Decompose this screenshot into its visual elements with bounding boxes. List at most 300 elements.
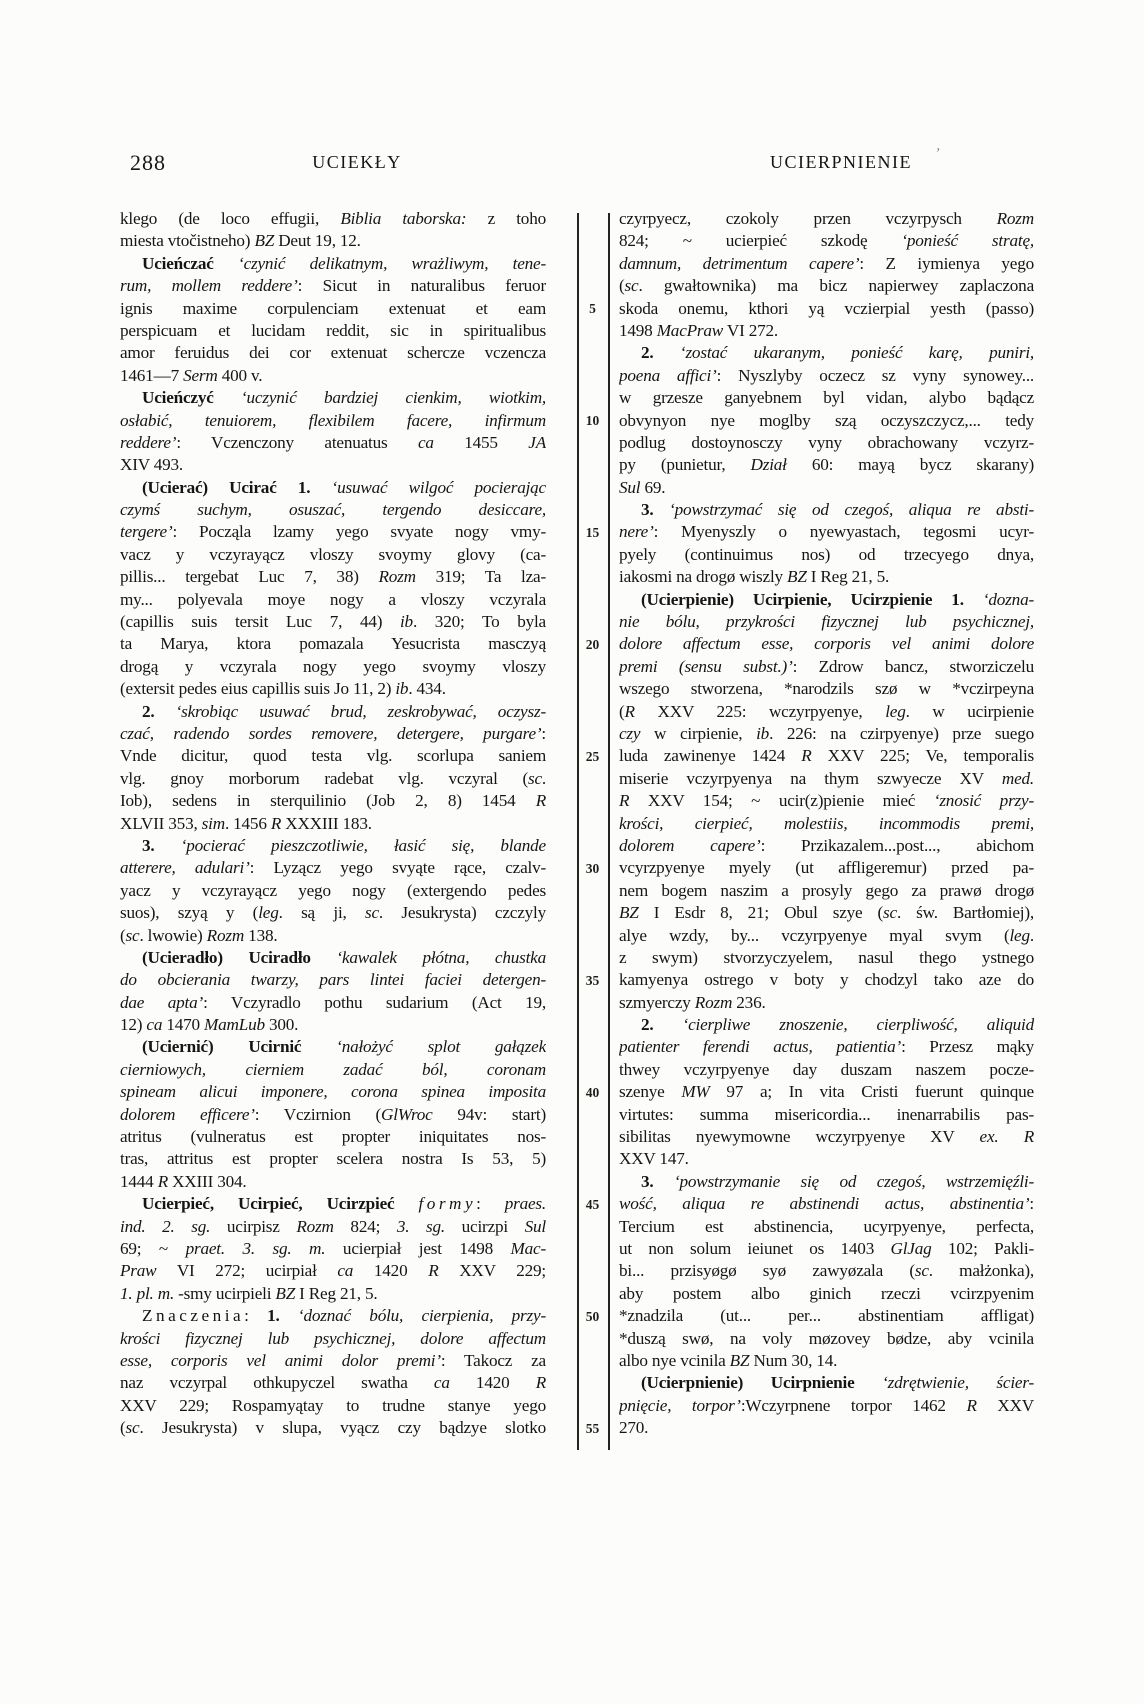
text-segment: dae apta’ xyxy=(120,992,204,1012)
text-segment: krości, cierpieć, molestiis, incommodis premi, xyxy=(619,813,1034,833)
text-segment: ‘powstrzymanie się od czegoś, wstrzemięźli- xyxy=(673,1171,1034,1191)
text-segment: sc xyxy=(125,1418,140,1438)
text-line xyxy=(619,1328,1034,1350)
text-line xyxy=(120,298,546,320)
text-segment: w cirpienie, xyxy=(640,723,757,743)
text-segment: I Reg 21, 5. xyxy=(295,1283,378,1303)
text-segment: sim xyxy=(201,813,225,833)
text-line xyxy=(619,1081,1034,1103)
text-segment: . małżonka), xyxy=(928,1261,1034,1281)
text-line xyxy=(619,1260,1034,1282)
text-line xyxy=(619,1216,1034,1238)
text-segment: XXV xyxy=(976,1395,1034,1415)
text-segment: premi (sensu subst.)’ xyxy=(619,656,793,676)
text-segment: ‘pocierać pieszczotliwie, łasić się, blande xyxy=(180,835,546,855)
text-line xyxy=(120,1216,546,1238)
text-line xyxy=(619,1395,1034,1417)
text-segment: . św. Bartłomiej), xyxy=(896,903,1034,923)
text-segment: R xyxy=(535,1373,546,1393)
text-segment: (Uciernić) Ucirnić xyxy=(142,1037,337,1057)
text-segment: : Z iymienya yego xyxy=(859,253,1034,273)
gutter-line-number: 50 xyxy=(585,1308,600,1324)
text-line xyxy=(120,1417,546,1439)
text-line xyxy=(619,1148,1034,1170)
text-segment: pyely (continuimus nos) od trzecyego dnya, xyxy=(619,544,1034,564)
text-segment: czać, radendo sordes removere, detergere, purgare’ xyxy=(120,723,542,743)
text-segment: XXV 147. xyxy=(619,1149,689,1169)
text-segment: podlug dostoynosczy vyny obrachowany vczyrz- xyxy=(619,432,1034,452)
text-segment: . Jesukrysta) v slupa, vyącz czy bądzye slotko xyxy=(139,1418,546,1438)
text-segment: MamLub xyxy=(204,1015,265,1035)
text-line xyxy=(619,320,1034,342)
text-line xyxy=(120,1238,546,1260)
text-line xyxy=(619,275,1034,297)
text-segment: ( xyxy=(619,276,625,296)
text-segment: Sul xyxy=(619,477,641,497)
text-segment: 3. sg. xyxy=(396,1216,445,1236)
text-segment: Ucierpieć, Ucirpieć, Ucirzpieć xyxy=(142,1194,419,1214)
text-segment: VI 272; ucirpiał xyxy=(156,1261,338,1281)
text-segment: ind. 2. sg. xyxy=(120,1216,211,1236)
text-line xyxy=(619,678,1034,700)
text-segment: 2. xyxy=(142,701,176,721)
text-segment: ‘nałożyć splot gałązek xyxy=(336,1037,546,1057)
scan-artifact: ’ xyxy=(933,145,942,163)
text-segment: iakosmi na drogø wiszly xyxy=(619,567,788,587)
text-segment: BZ xyxy=(275,1283,296,1303)
text-segment: JA xyxy=(528,432,546,452)
text-line xyxy=(120,969,546,991)
text-segment: alye wzdy, by... vczyrpyenye myal svym ( xyxy=(619,925,1010,945)
text-segment: sc xyxy=(914,1261,929,1281)
text-segment: sc xyxy=(624,276,639,296)
text-segment: sc xyxy=(527,768,542,788)
text-line xyxy=(120,454,546,476)
gutter-line-number: 15 xyxy=(585,524,600,540)
text-line xyxy=(619,656,1034,678)
text-segment: leg xyxy=(1009,925,1030,945)
text-line xyxy=(619,387,1034,409)
text-segment: ex. R xyxy=(979,1127,1034,1147)
text-line xyxy=(120,275,546,297)
text-segment: ‘powstrzymać się od czegoś, aliqua re absti- xyxy=(669,500,1034,520)
text-segment: 3. xyxy=(142,835,181,855)
text-line xyxy=(120,320,546,342)
text-segment: sc xyxy=(125,925,140,945)
running-head-right: UCIERPNIENIE xyxy=(770,152,912,172)
text-segment: . xyxy=(1029,925,1034,945)
text-segment: ‘zostać ukaranym, ponieść karę, puniri, xyxy=(679,343,1034,363)
text-segment: ‘dozna- xyxy=(982,589,1034,609)
text-line xyxy=(120,656,546,678)
text-segment: atterere, adulari’ xyxy=(120,858,250,878)
text-line xyxy=(120,1305,546,1327)
text-segment: ucirpisz xyxy=(210,1216,297,1236)
text-line xyxy=(120,230,546,252)
gutter-line-number: 40 xyxy=(585,1084,600,1100)
text-segment: (extersit pedes eius capillis suis Jo 11, 2) xyxy=(120,679,396,699)
text-segment: XXV 225: wczyrpyenye, xyxy=(634,701,886,721)
text-segment: med. xyxy=(1001,768,1034,788)
text-line xyxy=(120,410,546,432)
text-segment: Znaczenia xyxy=(142,1306,245,1326)
text-segment: my... polyevala moye nogy a vloszy vczyrala xyxy=(120,589,546,609)
text-segment: 400 v. xyxy=(217,365,263,385)
gutter-line-number: 25 xyxy=(585,748,600,764)
gutter-line-number: 35 xyxy=(585,972,600,988)
text-segment: R xyxy=(624,701,635,721)
text-segment: : Vczirnion ( xyxy=(254,1104,381,1124)
text-line xyxy=(120,1193,546,1215)
text-segment: ca xyxy=(417,432,434,452)
text-segment: 138. xyxy=(244,925,278,945)
text-line xyxy=(120,880,546,902)
text-segment: dolore affectum esse, corporis vel animi dolore xyxy=(619,634,1034,654)
text-line xyxy=(120,1283,546,1305)
text-segment: ib xyxy=(399,612,413,632)
text-segment: 2. xyxy=(641,343,680,363)
text-segment: GlWroc xyxy=(380,1104,433,1124)
text-segment: nem bogem naszim a prosyly gego za prawø drogø xyxy=(619,880,1034,900)
text-segment: 270. xyxy=(619,1418,649,1438)
text-segment: Vnde dicitur, quod testa vlg. scorlupa saniem xyxy=(120,746,546,766)
text-segment: : Nyszlyby oczecz sz vyny synowey... xyxy=(716,365,1034,385)
text-segment: Sul xyxy=(524,1216,546,1236)
text-line xyxy=(619,230,1034,252)
text-segment: ‘znosić przy- xyxy=(933,791,1034,811)
text-segment: tergere’ xyxy=(120,522,173,542)
text-line xyxy=(120,701,546,723)
text-line xyxy=(120,1372,546,1394)
text-segment: XXV 229; xyxy=(438,1261,546,1281)
text-segment: (capillis suis tersit Luc 7, 44) xyxy=(120,612,400,632)
text-line xyxy=(619,902,1034,924)
text-line xyxy=(120,835,546,857)
text-line xyxy=(120,1395,546,1417)
text-segment: Iob), sedens in sterquilinio (Job 2, 8) 1454 xyxy=(120,791,536,811)
text-line xyxy=(619,1036,1034,1058)
text-segment: naz vczyrpal othkupyczel swatha xyxy=(120,1373,434,1393)
text-line xyxy=(619,521,1034,543)
text-segment: vacz y vczyrayącz vloszy svoymy glovy (ca- xyxy=(120,544,546,564)
text-segment: ut non solum ieiunet os 1403 xyxy=(619,1238,891,1258)
text-line xyxy=(619,477,1034,499)
text-segment: leg xyxy=(258,903,279,923)
text-line xyxy=(120,1171,546,1193)
text-line xyxy=(120,992,546,1014)
text-segment: 1470 xyxy=(162,1015,205,1035)
text-segment: XXV 154; ~ ucir(z)pienie mieć xyxy=(629,791,934,811)
text-segment: krości fizycznej lub psychicznej, dolore affectum xyxy=(120,1328,546,1348)
text-segment: 824; xyxy=(333,1216,397,1236)
text-segment: ta Marya, ktora pomazala Yesucrista masczyą xyxy=(120,634,546,654)
text-line xyxy=(120,387,546,409)
text-segment: ( xyxy=(120,1418,126,1438)
text-segment: damnum, detrimentum capere’ xyxy=(619,253,860,273)
text-segment: czymś suchym, osuszać, tergendo desiccare, xyxy=(120,500,546,520)
running-head-left: UCIEKŁY xyxy=(312,152,402,172)
text-segment: : Vczenczony atenuatus xyxy=(176,432,418,452)
text-segment: XXXIII 183. xyxy=(281,813,372,833)
text-line xyxy=(619,969,1034,991)
text-segment: Ucieńczyć xyxy=(142,388,242,408)
text-segment: sc xyxy=(365,903,379,923)
text-segment: . są ji, xyxy=(278,903,365,923)
text-segment: Biblia taborska: xyxy=(340,209,467,228)
text-segment: dolorem capere’ xyxy=(619,835,761,855)
text-segment: Num 30, 14. xyxy=(749,1350,838,1370)
text-segment: ( xyxy=(120,925,126,945)
text-line xyxy=(120,1328,546,1350)
text-segment: Rozm xyxy=(378,567,416,587)
text-line xyxy=(619,1350,1034,1372)
text-segment: 3. xyxy=(641,1171,674,1191)
text-segment: . 320; To byla xyxy=(412,612,546,632)
text-line xyxy=(120,745,546,767)
text-segment: ca xyxy=(433,1373,450,1393)
text-segment: w grzesze ganyebnem byl vidan, alybo bądącz xyxy=(619,388,1034,408)
text-segment: sibilitas nyewymowne wczyrpyenye XV xyxy=(619,1127,980,1147)
text-line xyxy=(120,857,546,879)
text-segment: R xyxy=(157,1171,168,1191)
text-segment: (Ucierać) Ucirać 1. xyxy=(142,477,332,497)
text-segment: esse, corporis vel animi dolor premi’ xyxy=(120,1350,441,1370)
text-segment: I Reg 21, 5. xyxy=(806,567,890,587)
text-segment: (Ucierpnienie) Ucirpnienie xyxy=(641,1373,883,1393)
text-segment: BZ xyxy=(619,903,639,923)
text-line xyxy=(619,298,1034,320)
text-segment: : Przikazalem...post..., abichom xyxy=(760,835,1034,855)
text-line xyxy=(619,253,1034,275)
text-segment: Praw xyxy=(120,1261,157,1281)
text-segment: R xyxy=(801,746,812,766)
text-segment: R xyxy=(966,1395,977,1415)
text-segment: *duszą swø, na voly møzovey bødze, aby vcinila xyxy=(619,1328,1034,1348)
text-segment: 2. xyxy=(641,1015,683,1035)
text-segment: virtutes: summa misericordia... inenarrabilis pas- xyxy=(619,1104,1034,1124)
text-segment: R xyxy=(535,791,546,811)
line-number-gutter xyxy=(575,208,610,1440)
text-segment: (Ucieradło) Uciradło xyxy=(142,947,337,967)
text-segment: : xyxy=(1029,1194,1034,1214)
text-segment: cierniowych, cierniem zadać ból, coronam xyxy=(120,1059,546,1079)
text-segment: ‘zdrętwienie, ścier- xyxy=(882,1373,1034,1393)
text-segment: czy xyxy=(619,723,641,743)
text-line xyxy=(619,1059,1034,1081)
text-line xyxy=(619,410,1034,432)
text-line xyxy=(120,678,546,700)
text-segment: Rozm xyxy=(694,992,733,1012)
text-segment: : Lyzącz yego svyąte rące, czalv- xyxy=(249,858,546,878)
text-line xyxy=(120,253,546,275)
text-segment: : Takocz za xyxy=(440,1350,546,1370)
text-segment: MacPraw xyxy=(656,320,724,340)
text-segment: . 226: na czirpyenye) prze suego xyxy=(769,723,1034,743)
text-line xyxy=(619,633,1034,655)
text-segment: XXIII 304. xyxy=(168,1171,247,1191)
text-segment: poena affici’ xyxy=(619,365,717,385)
text-line xyxy=(619,1014,1034,1036)
text-segment: amor feruidus dei cor extenuat schercze vczencza xyxy=(120,343,546,363)
text-segment: Rozm xyxy=(996,209,1034,228)
gutter-line-number: 10 xyxy=(585,412,600,428)
text-segment: 1. pl. m. xyxy=(120,1283,175,1303)
text-line xyxy=(619,745,1034,767)
text-segment: ‘cierpliwe znoszenie, cierpliwość, aliquid xyxy=(682,1015,1034,1035)
text-line xyxy=(120,365,546,387)
text-line xyxy=(619,611,1034,633)
text-segment: reddere’ xyxy=(120,432,177,452)
text-segment: ca xyxy=(337,1261,354,1281)
text-segment: atritus (vulneratus est propter iniquitates nos- xyxy=(120,1127,546,1147)
text-segment: . Jesukrysta) czczyly xyxy=(378,903,546,923)
text-segment: 69; ~ xyxy=(120,1238,186,1258)
text-segment: XXV 229; Rospamyątay to trudne stanye yego xyxy=(120,1395,546,1415)
text-line xyxy=(619,432,1034,454)
text-line xyxy=(120,1148,546,1170)
text-segment: 102; Pakli- xyxy=(931,1238,1034,1258)
text-segment: BZ xyxy=(729,1350,750,1370)
text-segment: dolorem efficere’ xyxy=(120,1104,255,1124)
text-segment: 69. xyxy=(640,477,666,497)
text-segment: :Wczyrpnene torpor 1462 xyxy=(740,1395,967,1415)
text-segment: : xyxy=(244,1306,268,1326)
text-segment: praet. 3. sg. m. xyxy=(185,1238,326,1258)
text-segment: bi... przisyøgø syø zawyøzala ( xyxy=(619,1261,915,1281)
text-segment: suos), szyą y ( xyxy=(120,903,259,923)
text-segment: 1498 xyxy=(619,320,657,340)
text-segment: 1420 xyxy=(449,1373,536,1393)
text-line xyxy=(120,1350,546,1372)
text-segment: osłabić, tenuiorem, flexibilem facere, infirmum xyxy=(120,410,546,430)
text-segment: 319; Ta lza- xyxy=(415,567,546,587)
text-line xyxy=(619,857,1034,879)
text-line xyxy=(619,813,1034,835)
text-line xyxy=(120,1104,546,1126)
text-segment: z swym) stvorzyczyelem, nasul thego ystnego xyxy=(619,947,1034,967)
text-segment: Deut 19, 12. xyxy=(274,231,361,251)
text-segment: R xyxy=(428,1261,439,1281)
text-segment: albo nye vcinila xyxy=(619,1350,730,1370)
text-line xyxy=(619,925,1034,947)
text-segment: Mac- xyxy=(510,1238,546,1258)
text-segment: . lwowie) xyxy=(139,925,207,945)
text-segment: aby postem albo ginich rzeczi vcirzpyenim xyxy=(619,1283,1034,1303)
text-segment: 1461—7 xyxy=(120,365,184,385)
gutter-line-number: 45 xyxy=(585,1196,600,1212)
text-segment: -smy ucirpieli xyxy=(174,1283,276,1303)
text-segment: skoda onemu, kthori yą vczierpial yesth (passo) xyxy=(619,298,1034,318)
text-segment: czyrpyecz, czokoly przen vczyrpysch xyxy=(619,209,997,228)
text-segment: : Przesz mąky xyxy=(901,1037,1034,1057)
text-line xyxy=(619,723,1034,745)
text-segment: . 1456 xyxy=(224,813,271,833)
text-segment: pnięcie, torpor’ xyxy=(619,1395,741,1415)
text-segment: XIV 493. xyxy=(120,455,184,475)
text-line xyxy=(619,790,1034,812)
text-segment: Tercium est abstinencia, ucyrpyenye, perfecta, xyxy=(619,1216,1034,1236)
text-line xyxy=(120,477,546,499)
text-segment: XLVII 353, xyxy=(120,813,202,833)
text-segment: ‘uczynić bardziej cienkim, wiotkim, xyxy=(241,388,546,408)
text-line xyxy=(120,947,546,969)
text-line xyxy=(619,544,1034,566)
text-segment: pillis... tergebat Luc 7, 38) xyxy=(120,567,379,587)
text-segment: 94v: start) xyxy=(432,1104,546,1124)
text-line xyxy=(619,701,1034,723)
text-segment: 236. xyxy=(732,992,766,1012)
text-segment: GlJag xyxy=(890,1238,932,1258)
text-line xyxy=(120,1126,546,1148)
text-line xyxy=(619,1305,1034,1327)
text-line xyxy=(619,1171,1034,1193)
text-segment: sc xyxy=(883,903,897,923)
text-segment: ignis maxime corpulenciam extenuat et eam xyxy=(120,298,546,318)
text-segment: miserie vczyrpyenya na thym szwyecze XV xyxy=(619,768,1002,788)
text-line xyxy=(619,768,1034,790)
text-line xyxy=(619,454,1034,476)
text-line xyxy=(619,589,1034,611)
text-segment: drogą y vczyrala nogy yego svoymy vloszy xyxy=(120,656,546,676)
text-segment: wość, aliqua re abstinendi actus, abstinentia’ xyxy=(619,1194,1030,1214)
text-segment: tras, attritus est propter scelera nostra Is 53, 5) xyxy=(120,1149,546,1169)
text-segment: BZ xyxy=(787,567,807,587)
text-segment: szenye xyxy=(619,1082,682,1102)
text-segment: : Myenyszly o nyewyastach, tegosmi ucyr- xyxy=(653,522,1034,542)
text-segment: perspicuam et lucidam reddit, sic in spiritualibus xyxy=(120,320,546,340)
text-line xyxy=(120,633,546,655)
right-column xyxy=(619,208,1034,1440)
text-segment: nie bólu, przykrości fizycznej lub psychicznej, xyxy=(619,612,1034,632)
text-segment: XXV 225; Ve, temporalis xyxy=(811,746,1034,766)
text-line xyxy=(619,835,1034,857)
text-segment: Ucieńczać xyxy=(142,253,239,273)
text-line xyxy=(619,1193,1034,1215)
text-segment: : xyxy=(476,1194,505,1214)
text-line xyxy=(120,342,546,364)
text-segment: : Zdrow bancz, stworziczelu xyxy=(792,656,1034,676)
text-line xyxy=(619,1126,1034,1148)
text-segment: 12) xyxy=(120,1015,147,1035)
text-segment: 3. xyxy=(641,500,670,520)
text-segment: spineam alicui imponere, corona spinea imposita xyxy=(120,1082,546,1102)
text-segment: Dział xyxy=(750,455,787,475)
left-column xyxy=(120,208,546,1440)
text-segment: : Sicut in naturalibus feruor xyxy=(297,276,546,296)
text-line xyxy=(120,499,546,521)
text-line xyxy=(120,566,546,588)
text-line xyxy=(120,1260,546,1282)
text-segment: 824; ~ ucierpieć szkodę xyxy=(619,231,902,251)
text-line xyxy=(120,768,546,790)
text-segment: Serm xyxy=(183,365,218,385)
text-segment: do obcierania twarzy, pars lintei faciei detergen- xyxy=(120,970,546,990)
text-segment: 97 a; In vita Cristi fuerunt quinque xyxy=(709,1082,1034,1102)
text-segment: ib xyxy=(395,679,409,699)
text-line xyxy=(619,342,1034,364)
text-segment: 60: mayą bycz skarany) xyxy=(786,455,1034,475)
text-line xyxy=(120,432,546,454)
text-segment: formy xyxy=(418,1194,477,1214)
text-segment: . 434. xyxy=(408,679,446,699)
text-segment: vcyrzpyenye myely (ut affligeremur) przed pa- xyxy=(619,858,1034,878)
text-segment: ucierpiał jest 1498 xyxy=(325,1238,511,1258)
text-segment: ‘czynić delikatnym, wrażliwym, tene- xyxy=(238,253,546,273)
text-segment: thwey vczyrpyenye day duszam naszem pocze- xyxy=(619,1059,1034,1079)
text-segment: : xyxy=(541,723,546,743)
text-segment: MW xyxy=(681,1082,710,1102)
text-segment: I Esdr 8, 21; Obul szye ( xyxy=(638,903,884,923)
